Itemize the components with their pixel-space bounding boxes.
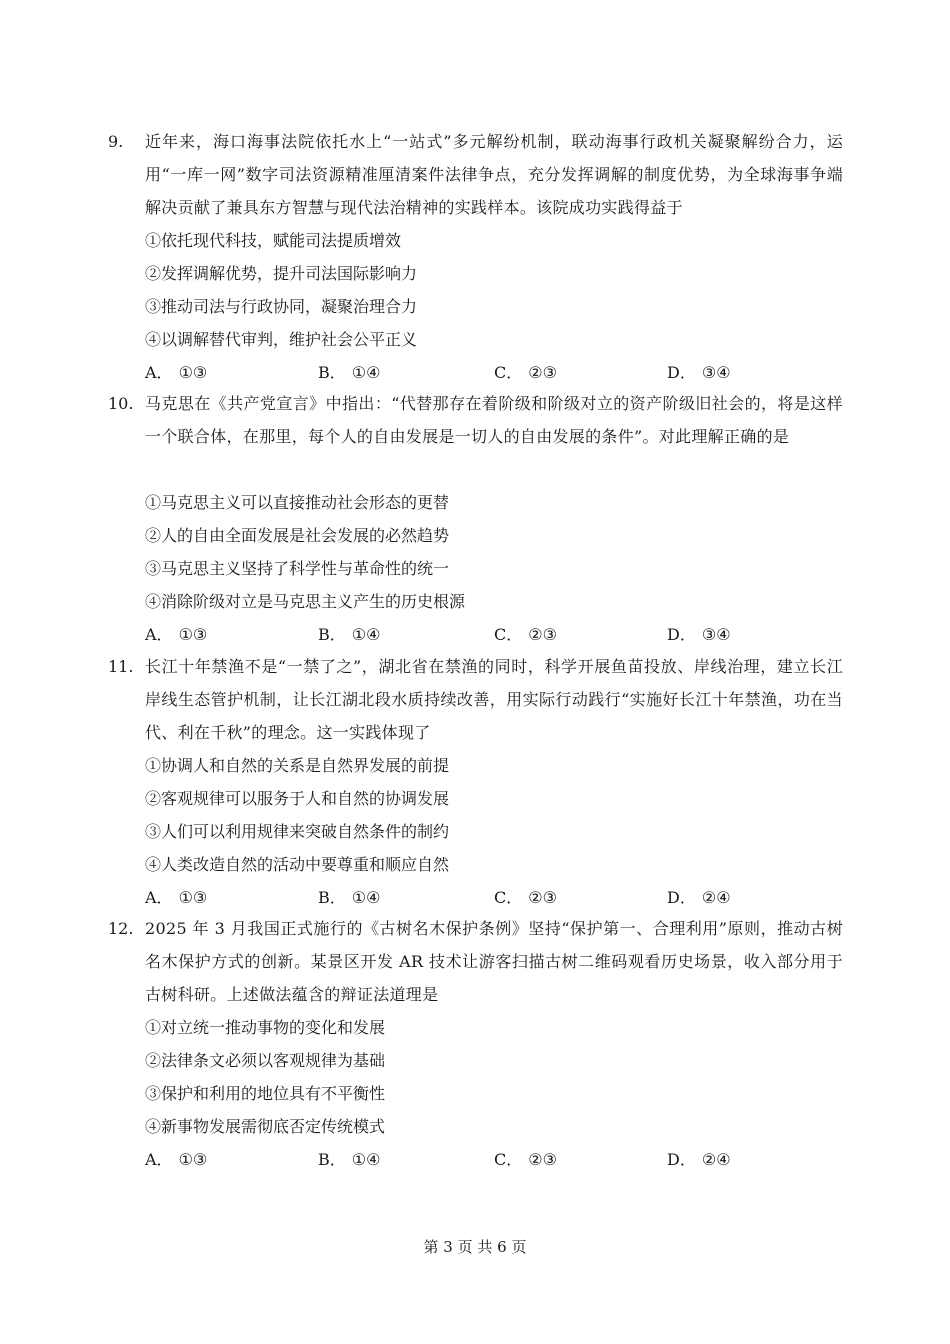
question-stem: 长江十年禁渔不是“一禁了之”，湖北省在禁渔的同时，科学开展鱼苗投放、岸线治理，建立长江岸线生态管护机制，让长江湖北段水质持续改善，用实际行动践行“实施好长江十年禁渔，功在当代、利在千秋”的理念。这一实践体现了 — [145, 657, 843, 742]
statement-1: ①协调人和自然的关系是自然界发展的前提 — [145, 756, 450, 775]
choice-b — [318, 881, 380, 914]
choice-letter: A． — [145, 363, 173, 382]
choice-letter: D． — [667, 1150, 696, 1169]
choice-letter: B． — [318, 625, 346, 644]
choice-letter: A． — [145, 625, 173, 644]
choice-text: ①④ — [351, 363, 381, 382]
choice-text: ③④ — [701, 625, 731, 644]
choice-b — [318, 1143, 380, 1176]
statement-3: ③保护和利用的地位具有不平衡性 — [145, 1084, 386, 1103]
statement-2: ②人的自由全面发展是社会发展的必然趋势 — [145, 526, 450, 545]
statement-2: ②发挥调解优势，提升司法国际影响力 — [145, 264, 418, 283]
statement-1: ①依托现代科技，赋能司法提质增效 — [145, 231, 402, 250]
choice-text: ①③ — [178, 888, 208, 907]
choice-letter: D． — [667, 363, 696, 382]
choice-d — [667, 356, 731, 389]
statement-1: ①对立统一推动事物的变化和发展 — [145, 1018, 386, 1037]
choice-text: ①③ — [178, 625, 208, 644]
choice-text: ②③ — [528, 625, 557, 644]
choice-c — [494, 881, 557, 914]
question-stem: 近年来，海口海事法院依托水上“一站式”多元解纷机制，联动海事行政机关凝聚解纷合力，运用“一库一网”数字司法资源精准厘清案件法律争点，充分发挥调解的制度优势，为全球海事争端解决贡献了兼具东方智慧与现代法治精神的实践样本。该院成功实践得益于 — [145, 132, 843, 217]
choice-letter: C． — [494, 625, 523, 644]
choice-letter: D． — [667, 888, 696, 907]
question-number: 10. — [108, 394, 134, 413]
statement-3: ③马克思主义坚持了科学性与革命性的统一 — [145, 559, 450, 578]
choice-text: ②③ — [528, 363, 557, 382]
statement-3: ③推动司法与行政协同，凝聚治理合力 — [145, 297, 418, 316]
choice-a — [145, 881, 207, 914]
question-stem: 2025 年 3 月我国正式施行的《古树名木保护条例》坚持“保护第一、合理利用”原则，推动古树名木保护方式的创新。某景区开发 AR 技术让游客扫描古树二维码观看历史场景，收入部分用于古树科研。上述做法蕴含的辩证法道理是 — [145, 919, 843, 1004]
choice-text: ①③ — [178, 363, 208, 382]
choice-d — [667, 881, 731, 914]
statement-3: ③人们可以利用规律来突破自然条件的制约 — [145, 822, 450, 841]
choice-a — [145, 1143, 207, 1176]
choice-text: ①④ — [351, 1150, 381, 1169]
choice-letter: D． — [667, 625, 696, 644]
choice-a — [145, 618, 207, 651]
choice-c — [494, 356, 557, 389]
choice-text: ①④ — [351, 625, 381, 644]
question-number: 11. — [108, 657, 134, 676]
statement-4: ④新事物发展需彻底否定传统模式 — [145, 1117, 386, 1136]
statement-2: ②法律条文必须以客观规律为基础 — [145, 1051, 386, 1070]
page-footer: 第 3 页 共 6 页 — [423, 1238, 527, 1256]
statement-4: ④以调解替代审判，维护社会公平正义 — [145, 330, 418, 349]
choice-text: ①④ — [351, 888, 381, 907]
choice-letter: B． — [318, 888, 346, 907]
choice-letter: B． — [318, 363, 346, 382]
choice-c — [494, 1143, 557, 1176]
choice-b — [318, 618, 380, 651]
choice-text: ②③ — [528, 888, 557, 907]
statement-4: ④消除阶级对立是马克思主义产生的历史根源 — [145, 592, 466, 611]
choice-text: ②③ — [528, 1150, 557, 1169]
choice-letter: A． — [145, 888, 173, 907]
choice-d — [667, 618, 731, 651]
choice-b — [318, 356, 380, 389]
choice-letter: B． — [318, 1150, 346, 1169]
statement-2: ②客观规律可以服务于人和自然的协调发展 — [145, 789, 450, 808]
choice-letter: C． — [494, 1150, 523, 1169]
choice-letter: C． — [494, 363, 523, 382]
question-number: 9. — [108, 132, 124, 151]
question-stem: 马克思在《共产党宣言》中指出：“代替那存在着阶级和阶级对立的资产阶级旧社会的，将是这样一个联合体，在那里，每个人的自由发展是一切人的自由发展的条件”。对此理解正确的是 — [145, 394, 843, 446]
choice-a — [145, 356, 207, 389]
statement-4: ④人类改造自然的活动中要尊重和顺应自然 — [145, 855, 450, 874]
choice-text: ①③ — [178, 1150, 208, 1169]
question-number: 12. — [108, 919, 134, 938]
choice-d — [667, 1143, 731, 1176]
choice-text: ③④ — [701, 363, 731, 382]
choice-c — [494, 618, 557, 651]
choice-text: ②④ — [701, 1150, 731, 1169]
statement-1: ①马克思主义可以直接推动社会形态的更替 — [145, 493, 450, 512]
choice-letter: C． — [494, 888, 523, 907]
choice-text: ②④ — [701, 888, 731, 907]
choice-letter: A． — [145, 1150, 173, 1169]
